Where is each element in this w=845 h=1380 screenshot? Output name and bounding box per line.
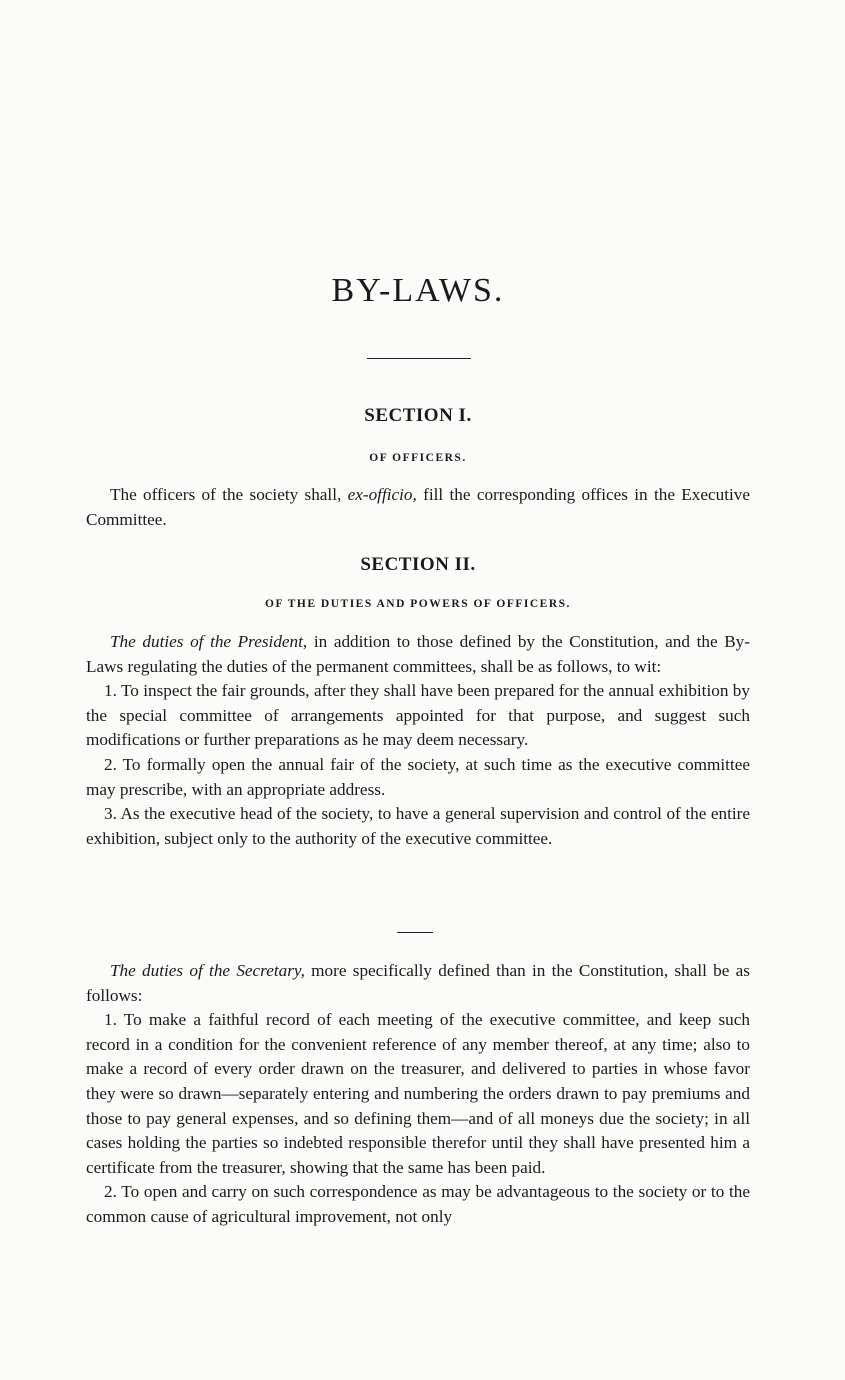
secretary-duties: [86, 959, 750, 1230]
section-divider: [397, 932, 433, 933]
section-2-subheading: OF THE DUTIES AND POWERS OF OFFICERS.: [265, 598, 571, 610]
section-1-body: [86, 483, 750, 532]
secretary-item-1: 1. To make a faithful record of each meeting of the executive committee, and keep such record in a condition for the convenient reference of any member thereof, at any time; also to make a record of every order drawn on the treasurer, and delivered to parties in whose favor they were so drawn—separately entering and numbering the orders drawn to pay premiums and those to pay general expenses, and so defining them—and of all moneys due the society; in all cases holding the parties so indebted responsible therefor until they shall have presented him a certificate from the treasurer, showing that the same has been paid.: [86, 1010, 750, 1177]
page-title: BY-LAWS.: [331, 272, 505, 309]
secretary-intro: The duties of the Secretary, more specifically defined than in the Constitution, shall be as follows:: [86, 961, 750, 1005]
section-2-heading: SECTION II.: [360, 554, 476, 575]
president-item-1: 1. To inspect the fair grounds, after they shall have been prepared for the annual exhibition by the special committee of arrangements appointed for that purpose, and suggest such modifications or further preparations as he may deem necessary.: [86, 681, 750, 750]
president-item-3: 3. As the executive head of the society, to have a general supervision and control of the entire exhibition, subject only to the authority of the executive committee.: [86, 804, 750, 848]
title-divider: [367, 358, 471, 359]
section-1-subheading: OF OFFICERS.: [369, 452, 467, 464]
section-1-heading: SECTION I.: [364, 405, 472, 426]
president-item-2: 2. To formally open the annual fair of the society, at such time as the executive committee may prescribe, with an appropriate address.: [86, 754, 750, 799]
president-intro: The duties of the President, in addition to those defined by the Constitution, and the By-Laws regulating the duties of the permanent committees, shall be as follows, to wit:: [86, 632, 750, 676]
president-duties: [86, 630, 750, 851]
section-1-paragraph: The officers of the society shall, ex-officio, fill the corresponding offices in the Executive Committee.: [86, 485, 750, 529]
secretary-item-2: 2. To open and carry on such correspondence as may be advantageous to the society or to the common cause of agricultural improvement, not only: [86, 1182, 750, 1226]
